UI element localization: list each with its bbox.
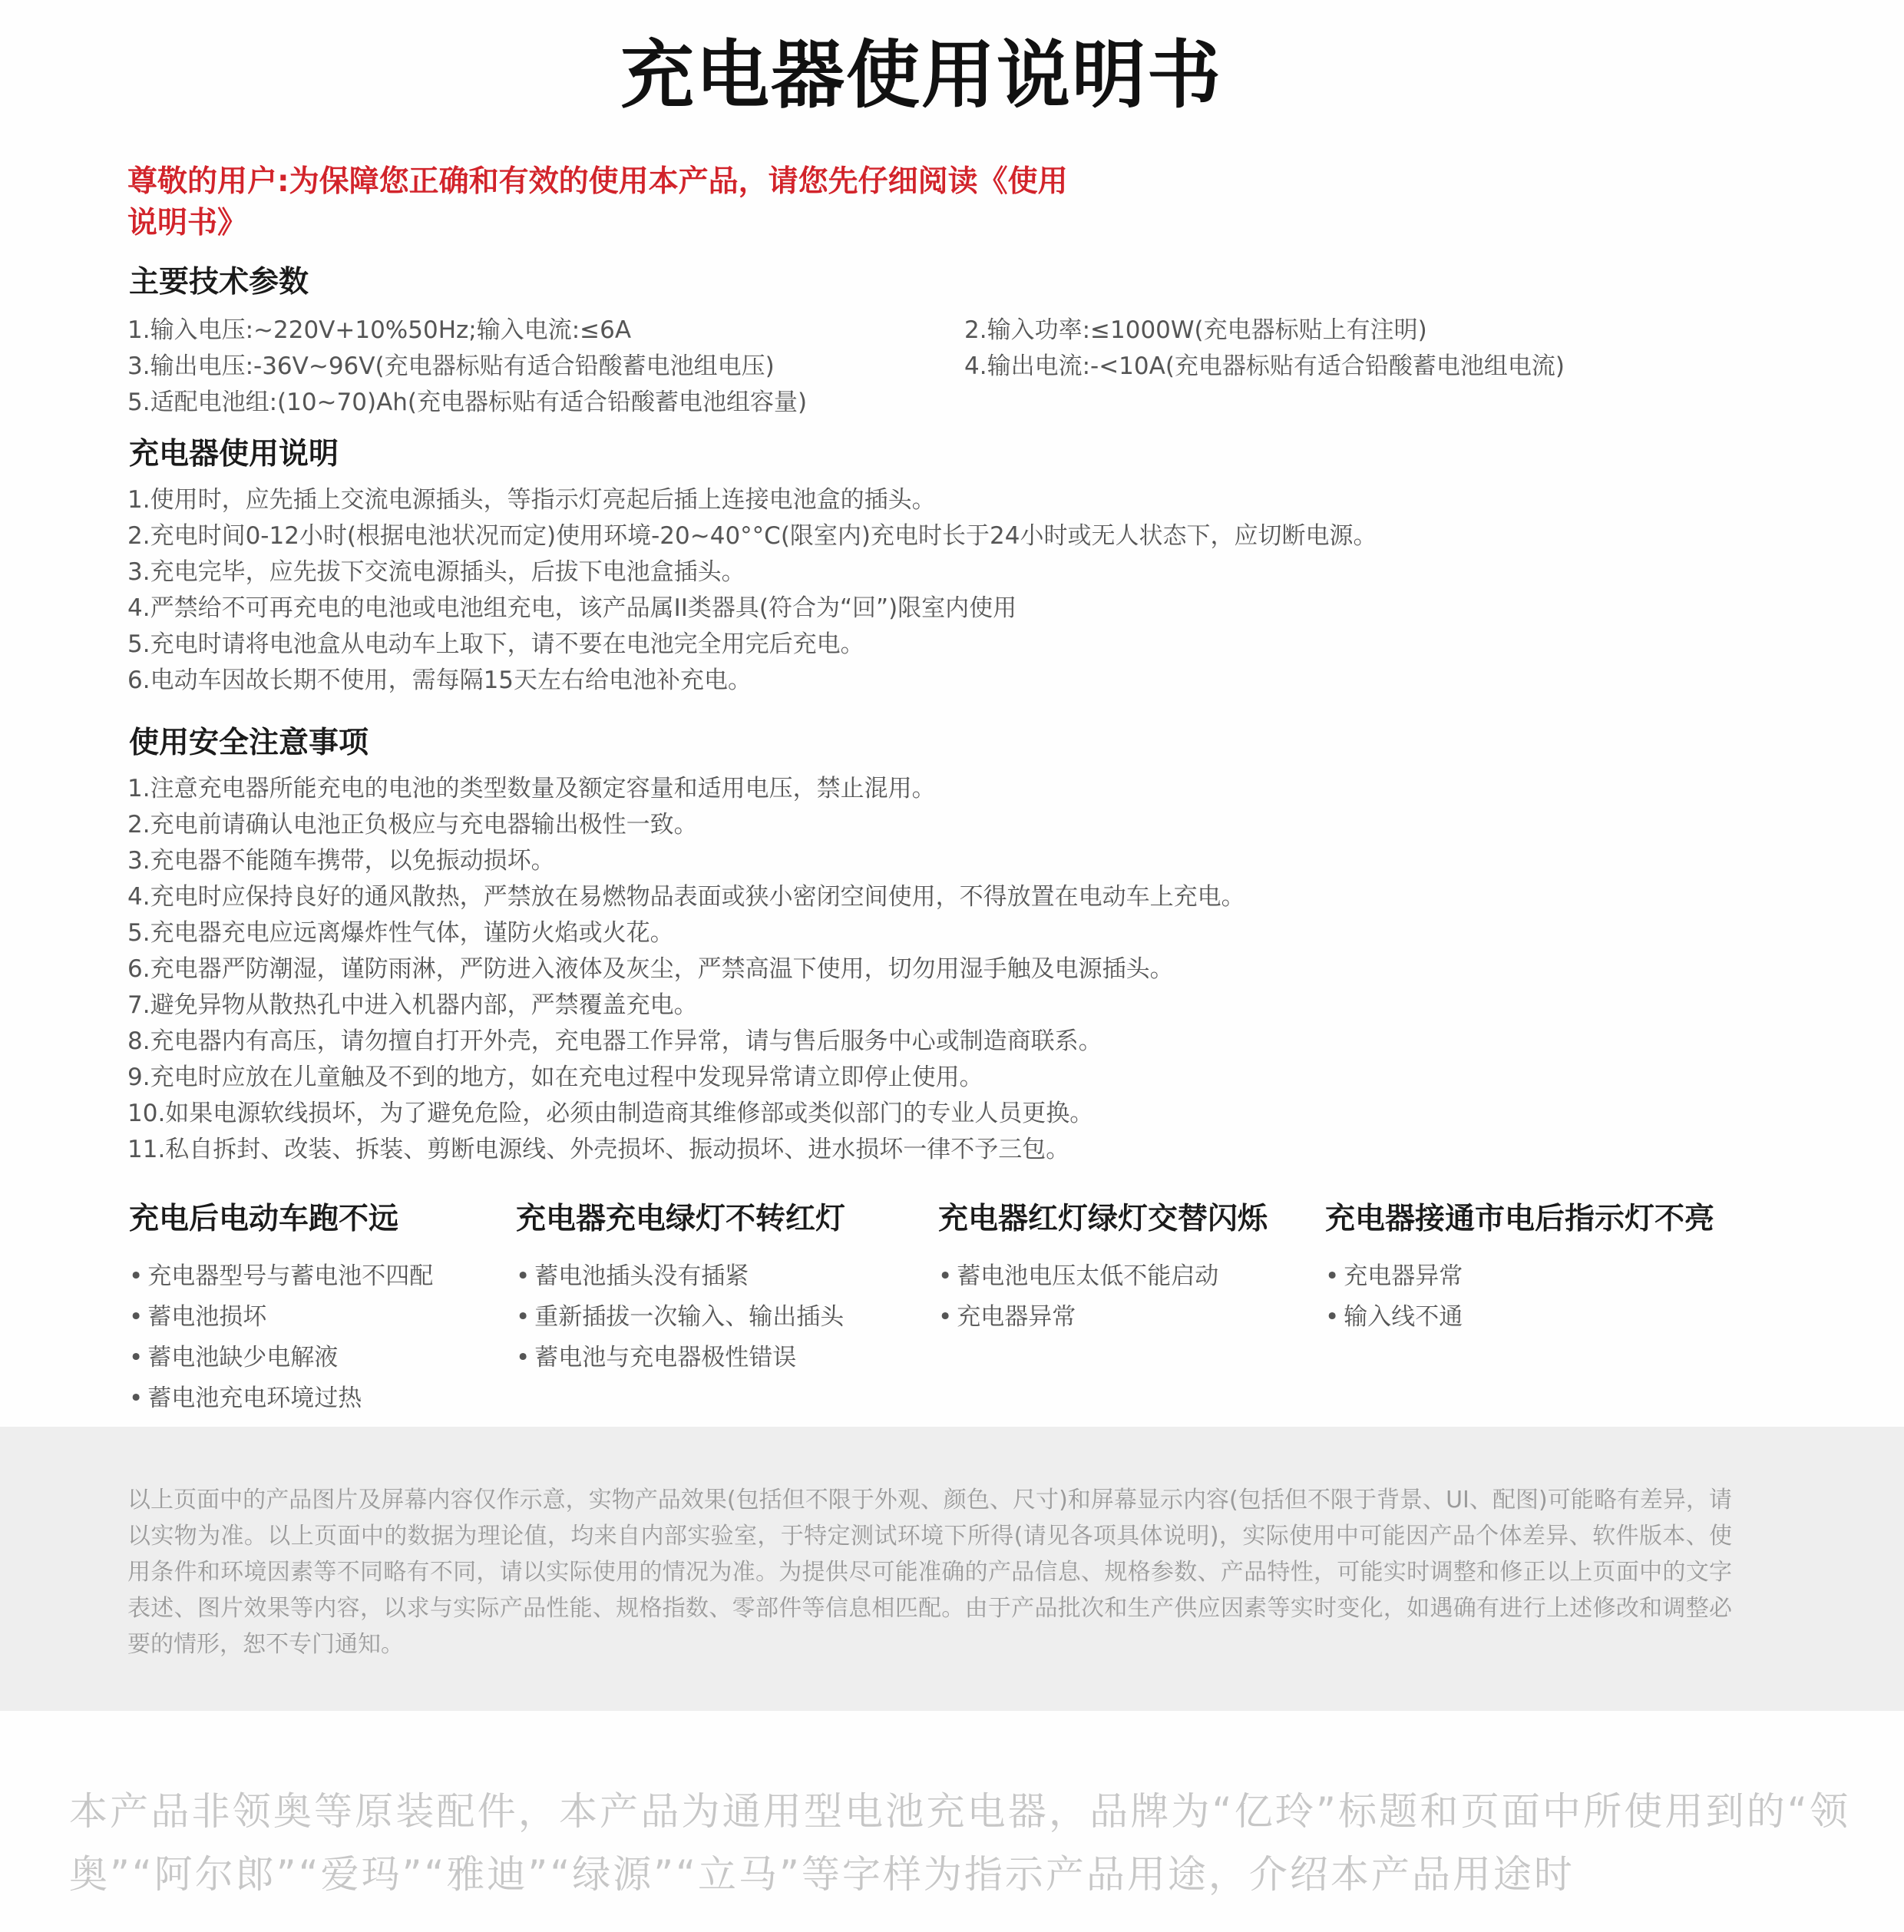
list-item: 6.充电器严防潮湿，谨防雨淋，严防进入液体及灰尘，严禁高温下使用，切勿用湿手触及电源插头。 xyxy=(127,955,1174,983)
trouble-column xyxy=(129,1195,433,1419)
trouble-list xyxy=(129,1256,433,1419)
bullet-icon: • xyxy=(129,1344,144,1371)
bullet-icon: • xyxy=(129,1262,144,1290)
bullet-icon: • xyxy=(516,1303,531,1331)
trouble-item: 蓄电池缺少电解液 xyxy=(147,1344,339,1371)
bullet-icon: • xyxy=(1325,1262,1340,1290)
list-item xyxy=(516,1297,845,1338)
list-item: 1.使用时，应先插上交流电源插头，等指示灯亮起后插上连接电池盒的插头。 xyxy=(127,486,936,514)
trouble-item: 充电器异常 xyxy=(957,1303,1076,1331)
param-item: 4.输出电流:-<10A(充电器标贴有适合铅酸蓄电池组电流) xyxy=(964,352,1565,380)
list-item xyxy=(1325,1297,1714,1338)
trouble-item: 蓄电池损坏 xyxy=(147,1303,267,1331)
list-item: 6.电动车因故长期不使用，需每隔15天左右给电池补充电。 xyxy=(127,667,752,694)
params-heading: 主要技术参数 xyxy=(129,265,309,299)
list-item xyxy=(129,1338,433,1378)
trouble-item: 蓄电池充电环境过热 xyxy=(147,1384,362,1412)
bullet-icon: • xyxy=(516,1344,531,1371)
usage-list xyxy=(127,482,1377,699)
list-item: 3.充电器不能随车携带，以免振动损坏。 xyxy=(127,847,555,875)
trouble-item: 输入线不通 xyxy=(1344,1303,1463,1331)
list-item xyxy=(516,1338,845,1378)
list-item xyxy=(129,1297,433,1338)
trouble-column xyxy=(1325,1195,1714,1338)
safety-heading: 使用安全注意事项 xyxy=(129,726,369,760)
param-item: 3.输出电压:-36V~96V(充电器标贴有适合铅酸蓄电池组电压) xyxy=(127,352,775,380)
list-item: 3.充电完毕，应先拔下交流电源插头，后拔下电池盒插头。 xyxy=(127,558,745,586)
list-item: 1.注意充电器所能充电的电池的类型数量及额定容量和适用电压，禁止混用。 xyxy=(127,775,936,802)
trouble-title: 充电后电动车跑不远 xyxy=(129,1202,399,1236)
param-item: 5.适配电池组:(10~70)Ah(充电器标贴有适合铅酸蓄电池组容量) xyxy=(127,389,808,416)
list-item xyxy=(129,1256,433,1297)
page-title: 充电器使用说明书 xyxy=(620,32,1222,118)
list-item xyxy=(1325,1256,1714,1297)
list-item xyxy=(938,1256,1268,1297)
list-item: 2.充电前请确认电池正负极应与充电器输出极性一致。 xyxy=(127,811,698,839)
list-item: 10.如果电源软线损坏，为了避免危险，必须由制造商其维修部或类似部门的专业人员更换。 xyxy=(127,1100,1094,1127)
trouble-item: 重新插拔一次输入、输出插头 xyxy=(534,1303,845,1331)
safety-list xyxy=(127,771,1245,1168)
trouble-title: 充电器充电绿灯不转红灯 xyxy=(516,1202,846,1236)
list-item: 2.充电时间0-12小时(根据电池状况而定)使用环境-20~40°°C(限室内)充电时长于24小时或无人状态下，应切断电源。 xyxy=(127,522,1377,550)
list-item: 9.充电时应放在儿童触及不到的地方，如在充电过程中发现异常请立即停止使用。 xyxy=(127,1064,983,1091)
trouble-column xyxy=(938,1195,1268,1338)
trouble-item: 蓄电池插头没有插紧 xyxy=(534,1262,749,1290)
trouble-item: 充电器型号与蓄电池不四配 xyxy=(147,1262,434,1290)
list-item xyxy=(516,1256,845,1297)
trouble-list xyxy=(516,1256,845,1378)
trouble-list xyxy=(1325,1256,1714,1338)
bullet-icon: • xyxy=(1325,1303,1340,1331)
trouble-title: 充电器红灯绿灯交替闪烁 xyxy=(938,1202,1268,1236)
bullet-icon: • xyxy=(129,1303,144,1331)
bullet-icon: • xyxy=(938,1262,953,1290)
list-item xyxy=(938,1297,1268,1338)
bullet-icon: • xyxy=(516,1262,531,1290)
trouble-item: 蓄电池与充电器极性错误 xyxy=(534,1344,797,1371)
trouble-list xyxy=(938,1256,1268,1338)
bullet-icon: • xyxy=(938,1303,953,1331)
usage-heading: 充电器使用说明 xyxy=(129,437,339,471)
param-item: 1.输入电压:~220V+10%50Hz;输入电流:≤6A xyxy=(127,316,632,344)
list-item: 8.充电器内有高压，请勿擅自打开外壳，充电器工作异常，请与售后服务中心或制造商联系。 xyxy=(127,1027,1102,1055)
list-item: 7.避免异物从散热孔中进入机器内部，严禁覆盖充电。 xyxy=(127,991,698,1019)
trouble-title: 充电器接通市电后指示灯不亮 xyxy=(1325,1202,1715,1236)
trouble-column xyxy=(516,1195,845,1378)
list-item: 4.充电时应保持良好的通风散热，严禁放在易燃物品表面或狭小密闭空间使用，不得放置在电动车上充电。 xyxy=(127,883,1245,911)
brand-note: 本产品非领奥等原装配件，本产品为通用型电池充电器，品牌为“亿玲”标题和页面中所使用到的“领奥”“阿尔郎”“爱玛”“雅迪”“绿源”“立马”等字样为指示产品用途，介绍本产品用途时 xyxy=(69,1789,1850,1897)
list-item: 11.私自拆封、改装、拆装、剪断电源线、外壳损坏、振动损坏、进水损坏一律不予三包。 xyxy=(127,1136,1070,1163)
list-item: 5.充电器充电应远离爆炸性气体，谨防火焰或火花。 xyxy=(127,919,674,947)
intro-notice: 尊敬的用户:为保障您正确和有效的使用本产品，请您先仔细阅读《使用说明书》 xyxy=(127,164,1068,240)
list-item xyxy=(129,1378,433,1419)
bullet-icon: • xyxy=(129,1384,144,1412)
list-item: 5.充电时请将电池盒从电动车上取下，请不要在电池完全用完后充电。 xyxy=(127,630,864,658)
list-item: 4.严禁给不可再充电的电池或电池组充电，该产品属II类器具(符合为“回”)限室内使用 xyxy=(127,594,1017,622)
trouble-item: 蓄电池电压太低不能启动 xyxy=(957,1262,1219,1290)
disclaimer-text: 以上页面中的产品图片及屏幕内容仅作示意，实物产品效果(包括但不限于外观、颜色、尺寸)和屏幕显示内容(包括但不限于背景、UI、配图)可能略有差异，请以实物为准。以上页面中的数据为理论值，均来自内部实验室，于特定测试环境下所得(请见各项具体说明)，实际使用中可能因产品个体差异、软件版本、使用条件和环境因素等不同略有不同，请以实际使用的情况为准。为提供尽可能准确的产品信息、规格参数、产品特性，可能实时调整和修正以上页面中的文字表述、图片效果等内容，以求与实际产品性能、规格指数、零部件等信息相匹配。由于产品批次和生产供应因素等实时变化，如遇确有进行上述修改和调整必要的情形，恕不专门通知。 xyxy=(127,1487,1732,1658)
param-item: 2.输入功率:≤1000W(充电器标贴上有注明) xyxy=(964,316,1427,344)
trouble-item: 充电器异常 xyxy=(1344,1262,1463,1290)
